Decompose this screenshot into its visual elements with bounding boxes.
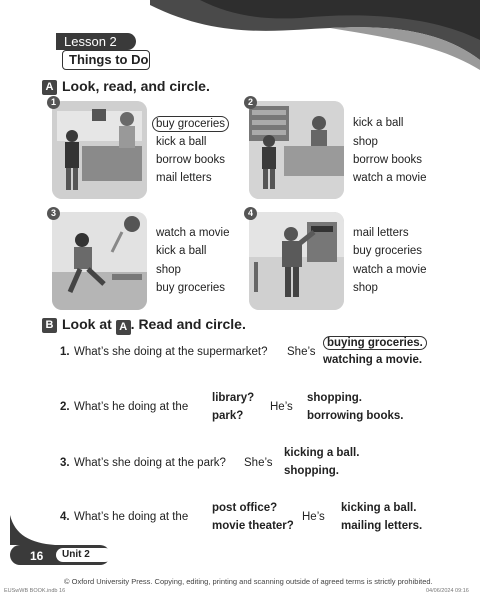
item-1-option-4[interactable]: mail letters	[156, 172, 212, 184]
section-b-heading	[62, 316, 246, 334]
question-4-pronoun: He’s	[302, 511, 325, 523]
question-3-number: 3.	[60, 457, 70, 469]
question-3-answer-1[interactable]: kicking a ball.	[284, 447, 360, 459]
item-4-number: 4	[244, 207, 257, 220]
section-b-ref-letter: A	[116, 320, 131, 335]
question-4-answer-2[interactable]: mailing letters.	[341, 520, 423, 532]
picture-4-post-office	[249, 212, 344, 310]
question-1-pronoun: She’s	[287, 346, 316, 358]
picture-3-park	[52, 212, 147, 310]
item-1-option-3[interactable]: borrow books	[156, 154, 226, 166]
question-4-place-1[interactable]: post office?	[212, 502, 278, 514]
lesson-label: Lesson 2	[56, 33, 136, 50]
item-2-option-3[interactable]: borrow books	[353, 154, 423, 166]
item-3-option-1[interactable]: watch a movie	[156, 227, 230, 239]
item-2-option-2[interactable]: shop	[353, 136, 378, 148]
item-3-option-3[interactable]: shop	[156, 264, 181, 276]
section-b-heading-post: . Read and circle.	[130, 316, 246, 332]
section-b-heading-pre: Look at	[62, 316, 112, 332]
page-number: 16	[30, 549, 44, 563]
section-a-heading: Look, read, and circle.	[62, 78, 210, 94]
question-3-answer-2[interactable]: shopping.	[284, 465, 339, 477]
item-4-option-3[interactable]: watch a movie	[353, 264, 427, 276]
picture-1-supermarket	[52, 101, 147, 199]
question-1-number: 1.	[60, 346, 70, 358]
item-4-option-4[interactable]: shop	[353, 282, 378, 294]
section-b-letter: B	[42, 318, 57, 333]
section-a-letter: A	[42, 80, 57, 95]
question-2-place-2[interactable]: park?	[212, 410, 244, 422]
item-4-option-1[interactable]: mail letters	[353, 227, 409, 239]
print-file-info: EUSwWB BOOK.indb 16	[4, 588, 66, 594]
item-2-option-1[interactable]: kick a ball	[353, 117, 404, 129]
question-4-text: What’s he doing at the	[74, 511, 189, 523]
item-4-option-2[interactable]: buy groceries	[353, 245, 423, 257]
item-3-option-4[interactable]: buy groceries	[156, 282, 226, 294]
question-2-number: 2.	[60, 401, 70, 413]
item-3-option-2[interactable]: kick a ball	[156, 245, 207, 257]
question-2-text: What’s he doing at the	[74, 401, 189, 413]
question-1-answer-2[interactable]: watching a movie.	[323, 354, 423, 366]
item-1-option-1[interactable]: buy groceries	[152, 116, 229, 132]
question-3-pronoun: She’s	[244, 457, 273, 469]
question-2-answer-1[interactable]: shopping.	[307, 392, 362, 404]
item-3-number: 3	[47, 207, 60, 220]
question-4-place-2[interactable]: movie theater?	[212, 520, 294, 532]
item-2-number: 2	[244, 96, 257, 109]
unit-label: Unit 2	[56, 548, 112, 562]
question-1-answer-1[interactable]: buying groceries.	[323, 336, 427, 350]
item-1-number: 1	[47, 96, 60, 109]
print-date-info: 04/06/2024 09:16	[426, 588, 469, 594]
question-3-text: What’s she doing at the park?	[74, 457, 226, 469]
item-2-option-4[interactable]: watch a movie	[353, 172, 427, 184]
question-4-number: 4.	[60, 511, 70, 523]
question-4-answer-1[interactable]: kicking a ball.	[341, 502, 417, 514]
lesson-title: Things to Do	[62, 50, 150, 70]
question-1-text: What’s she doing at the supermarket?	[74, 346, 268, 358]
question-2-answer-2[interactable]: borrowing books.	[307, 410, 404, 422]
picture-2-library	[249, 101, 344, 199]
copyright-notice: © Oxford University Press. Copying, editing, printing and scanning outside of agreed terms is strictly prohibited.	[64, 577, 433, 586]
question-2-pronoun: He’s	[270, 401, 293, 413]
item-1-option-2[interactable]: kick a ball	[156, 136, 207, 148]
question-2-place-1[interactable]: library?	[212, 392, 255, 404]
